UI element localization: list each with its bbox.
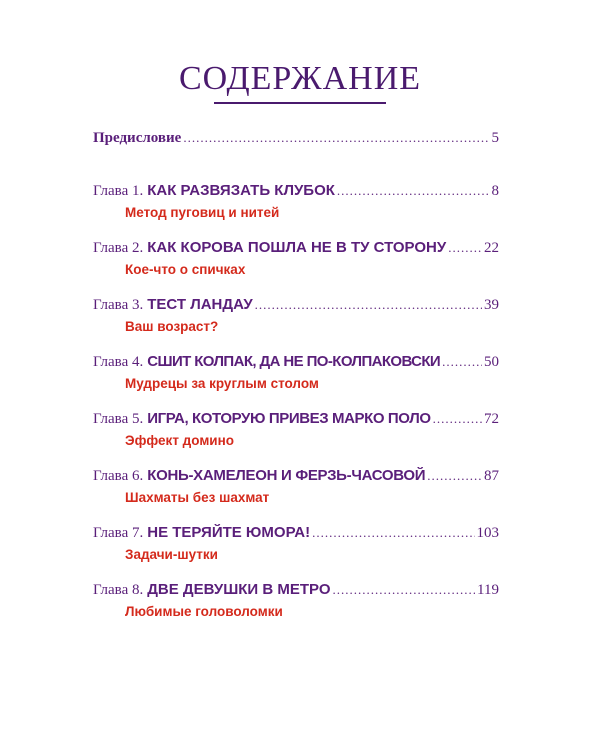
page-title: СОДЕРЖАНИЕ (178, 60, 422, 97)
dot-leader (427, 468, 482, 484)
chapter-title: ИГРА, КОТОРУЮ ПРИВЕЗ МАРКО ПОЛО (147, 410, 431, 427)
chapter-subtitle: Задачи-шутки (125, 547, 218, 562)
page-number: 119 (477, 582, 499, 598)
toc-entry-chapter-3[interactable] (93, 296, 499, 336)
title-block (0, 60, 600, 104)
toc-entry-chapter-7[interactable] (93, 524, 499, 564)
toc-line (93, 239, 499, 259)
preface-label: Предисловие (93, 130, 182, 146)
chapter-prefix: Глава 4. (93, 354, 144, 370)
table-of-contents (93, 130, 499, 638)
chapter-prefix: Глава 7. (93, 525, 144, 541)
dot-leader (333, 582, 476, 598)
page-number: 103 (476, 525, 499, 541)
toc-entry-chapter-2[interactable] (93, 239, 499, 279)
toc-entry-chapter-4[interactable] (93, 353, 499, 393)
dot-leader (448, 240, 482, 256)
page-number: 72 (484, 411, 499, 427)
chapter-title: ДВЕ ДЕВУШКИ В МЕТРО (147, 581, 331, 598)
chapter-prefix: Глава 3. (93, 297, 144, 313)
toc-line (93, 182, 499, 202)
chapter-title: КОНЬ-ХАМЕЛЕОН И ФЕРЗЬ-ЧАСОВОЙ (147, 467, 426, 484)
toc-entry-chapter-6[interactable] (93, 467, 499, 507)
title-underline (214, 102, 386, 104)
chapter-prefix: Глава 6. (93, 468, 144, 484)
dot-leader (183, 130, 489, 146)
chapter-title: КАК КОРОВА ПОШЛА НЕ В ТУ СТОРОНУ (147, 239, 447, 256)
page-number: 8 (491, 183, 499, 199)
chapter-title: ТЕСТ ЛАНДАУ (147, 296, 253, 313)
toc-line (93, 467, 499, 487)
chapter-subtitle: Шахматы без шахмат (125, 490, 270, 505)
toc-entry-preface[interactable] (93, 130, 499, 150)
toc-line (93, 130, 499, 150)
chapter-title: СШИТ КОЛПАК, ДА НЕ ПО-КОЛПАКОВСКИ (147, 353, 441, 370)
chapter-prefix: Глава 2. (93, 240, 144, 256)
toc-line (93, 581, 499, 601)
toc-line (93, 410, 499, 430)
dot-leader (337, 183, 490, 199)
page-number: 39 (484, 297, 499, 313)
page-number: 50 (484, 354, 499, 370)
dot-leader (433, 411, 482, 427)
dot-leader (255, 297, 482, 313)
chapter-prefix: Глава 5. (93, 411, 144, 427)
page-number: 87 (484, 468, 499, 484)
toc-entry-chapter-1[interactable] (93, 182, 499, 222)
page-number: 5 (491, 130, 499, 146)
toc-line (93, 296, 499, 316)
dot-leader (312, 525, 474, 541)
chapter-subtitle: Эффект домино (125, 433, 235, 448)
chapter-subtitle: Кое-что о спичках (125, 262, 246, 277)
toc-line (93, 353, 499, 373)
chapter-title: КАК РАЗВЯЗАТЬ КЛУБОК (147, 182, 335, 199)
chapter-prefix: Глава 1. (93, 183, 144, 199)
chapter-subtitle: Любимые головоломки (125, 604, 283, 619)
chapter-subtitle: Метод пуговиц и нитей (125, 205, 280, 220)
dot-leader (442, 354, 482, 370)
chapter-title: НЕ ТЕРЯЙТЕ ЮМОРА! (147, 524, 311, 541)
toc-entry-chapter-5[interactable] (93, 410, 499, 450)
chapter-subtitle: Ваш возраст? (125, 319, 219, 334)
page-number: 22 (484, 240, 499, 256)
chapter-subtitle: Мудрецы за круглым столом (125, 376, 319, 391)
toc-entry-chapter-8[interactable] (93, 581, 499, 621)
toc-line (93, 524, 499, 544)
chapter-prefix: Глава 8. (93, 582, 144, 598)
